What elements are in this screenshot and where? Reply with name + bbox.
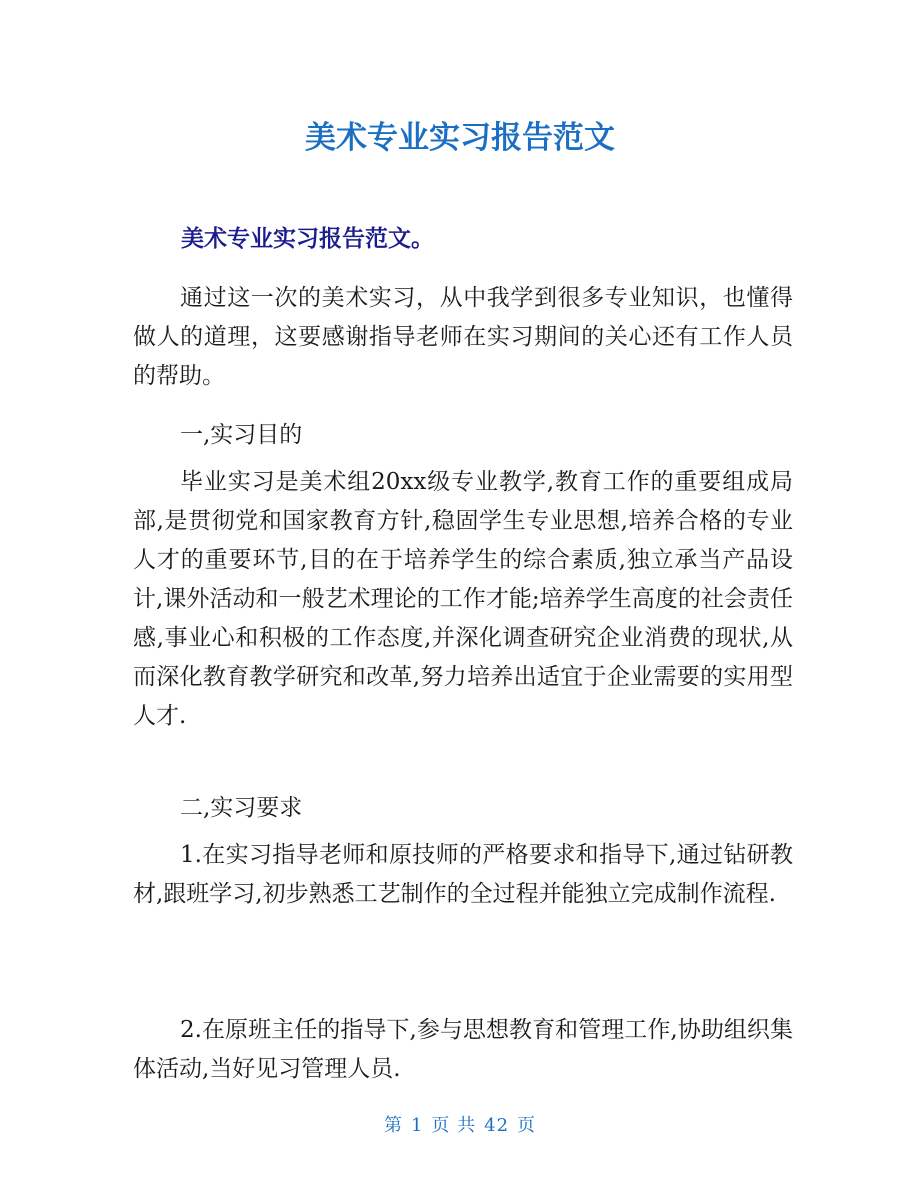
document-title: 美术专业实习报告范文 [305,120,615,156]
footer-label-end: 页 [517,1115,537,1136]
footer-label-page: 第 [383,1115,403,1136]
paragraph-requirement-2: 2.在原班主任的指导下,参与思想教育和管理工作,协助组织集体活动,当好见习管理人员. [133,1017,793,1082]
paragraph-intro: 通过这一次的美术实习，从中我学到很多专业知识，也懂得做人的道理，这要感谢指导老师在实习期间的关心还有工作人员的帮助。 [133,285,793,389]
footer-total-pages: 42 [484,1115,510,1136]
footer-current-page: 1 [410,1115,424,1136]
paragraph-purpose: 毕业实习是美术组20xx级专业教学,教育工作的重要组成局部,是贯彻党和国家教育方针,稳固学生专业思想,培养合格的专业人才的重要环节,目的在于培养学生的综合素质,独立承当产品设计,课外活动和一般艺术理论的工作才能;培养学生高度的社会责任感,事业心和积极的工作态度,并深化调查研究企业消费的现状,从而深化教育教学研究和改革,努力培养出适宜于企业需要的实用型人才. [133,469,793,729]
page-footer [0,1113,920,1139]
document-subheading: 美术专业实习报告范文。 [181,226,434,252]
section-heading-purpose: 一,实习目的 [180,422,303,448]
section-heading-requirements: 二,实习要求 [180,795,303,821]
footer-label-of: 页 共 [431,1115,477,1136]
paragraph-requirement-1: 1.在实习指导老师和原技师的严格要求和指导下,通过钻研教材,跟班学习,初步熟悉工艺制作的全过程并能独立完成制作流程. [133,842,793,907]
